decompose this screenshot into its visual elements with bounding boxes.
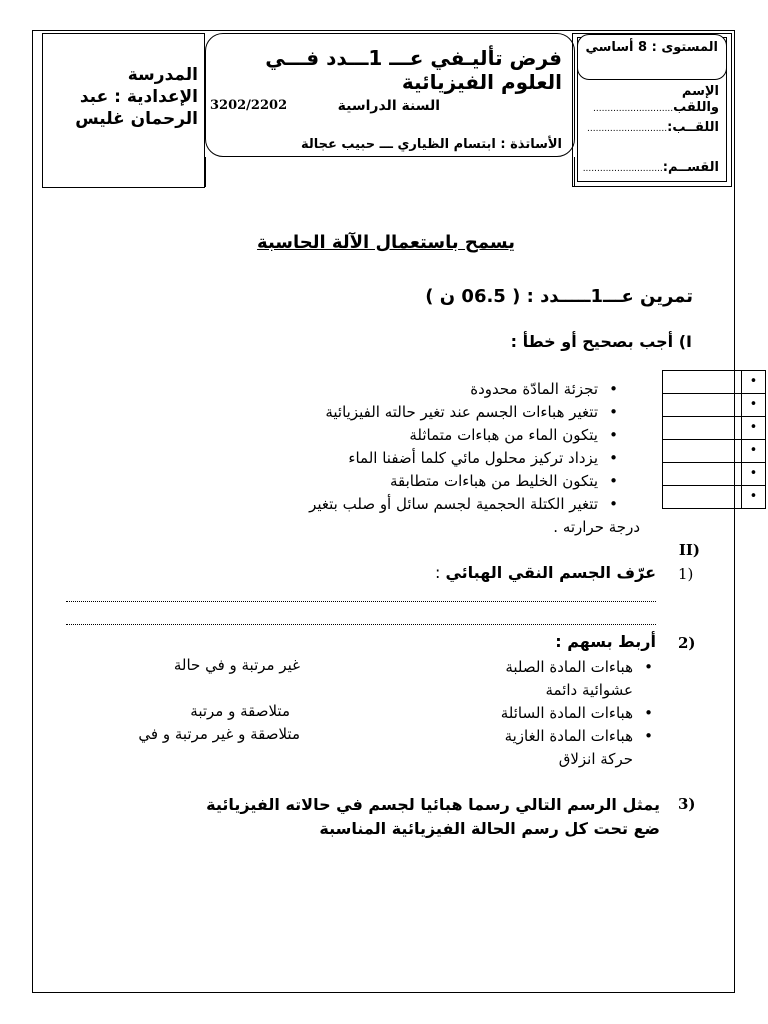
bullet-mark: • [742,417,766,440]
teachers: الأساتذة : ابتسام الظياري ـــ حبيب عجالة [300,137,562,152]
q3-number: 3) [678,795,696,813]
answer-cell[interactable] [663,371,742,394]
part2-label: II) [678,541,700,559]
bullet-mark: • [742,394,766,417]
bullet-mark: • [742,371,766,394]
exam-title: فرض تأليـفي عـــ 1ـــدد فـــي العلوم الفيزيائية [265,46,562,94]
name-dots: ............................ [593,104,674,114]
surname-label: اللقــب: [667,120,719,135]
list-item: • تتغير الكتلة الحجمية لجسم سائل أو صلب بتغير [160,493,620,516]
answer-cell[interactable] [663,440,742,463]
bullet-mark: • [742,463,766,486]
link-option: متلاصقة و غير مرتبة و في [138,725,300,743]
list-item-continuation: عشوائية دائمة [545,681,633,699]
list-item: • تجزئة المادّة محدودة [160,378,620,401]
list-item: • تتغير هباءات الجسم عند تغير حالته الفيزيائية [160,401,620,424]
q2-title: أربط بسهم : [555,632,656,651]
bullet-mark: • [742,440,766,463]
q1-number: 1) [678,565,694,583]
link-option: متلاصقة و مرتبة [190,702,290,720]
table-row [663,463,766,486]
answer-cell[interactable] [663,394,742,417]
answer-cell[interactable] [663,463,742,486]
name-field[interactable] [584,84,719,117]
class-dots: ............................ [582,164,663,174]
calculator-note: يسمح باستعمال الآلة الحاسبة [257,232,515,253]
surname-dots: ............................ [587,124,668,134]
list-item-continuation: حركة انزلاق [558,750,633,768]
school-name: المدرسة الإعدادية : عبد الرحمان غليس [75,65,198,129]
school-year-label: السنة الدراسية [337,98,440,114]
q1-bold: عرّف الجسم النقي الهبائي [445,563,656,582]
answer-line[interactable] [66,624,656,625]
surname-field[interactable] [584,120,719,137]
q1-text [300,563,656,582]
level-label: المستوى : 8 أساسي [585,40,718,55]
name-label: الإسم واللقب [673,84,719,115]
answer-table [662,370,766,509]
bullet-mark: • [742,486,766,509]
list-item: • هباءات المادة الصلبة [405,656,655,679]
q3-line: يمثل الرسم التالي رسما هبائيا لجسم في حالاته الفيزيائية [206,795,660,814]
table-row [663,417,766,440]
list-item: • هباءات المادة الغازية [405,725,655,748]
table-row [663,394,766,417]
table-row [663,440,766,463]
school-year-value: 3202/2202 [210,98,288,113]
header-center-frame [205,157,575,187]
answer-line[interactable] [66,601,656,602]
q3-line: ضع تحت كل رسم الحالة الفيزيائية المناسبة [319,819,660,838]
q1-colon: : [434,563,446,582]
link-option: غير مرتبة و في حالة [173,656,300,674]
statement-list [160,378,620,516]
list-item: • يتكون الخليط من هباءات متطابقة [160,470,620,493]
part1-title: I) أجب بصحيح أو خطأ : [510,332,692,351]
class-label: القســم: [662,160,719,175]
link-left-list [405,656,655,771]
class-field[interactable] [584,160,719,177]
answer-cell[interactable] [663,417,742,440]
q3-text [80,793,660,841]
table-row [663,371,766,394]
list-item: • يزداد تركيز محلول مائي كلما أضفنا الماء [160,447,620,470]
statement-continuation: درجة حرارته . [553,518,640,536]
answer-cell[interactable] [663,486,742,509]
list-item: • هباءات المادة السائلة [405,702,655,725]
q2-number: 2) [678,634,696,652]
list-item: • يتكون الماء من هباءات متماثلة [160,424,620,447]
table-row [663,486,766,509]
exercise-title: تمرين عـــ1ـــــدد : ( 06.5 ن ) [425,286,693,307]
